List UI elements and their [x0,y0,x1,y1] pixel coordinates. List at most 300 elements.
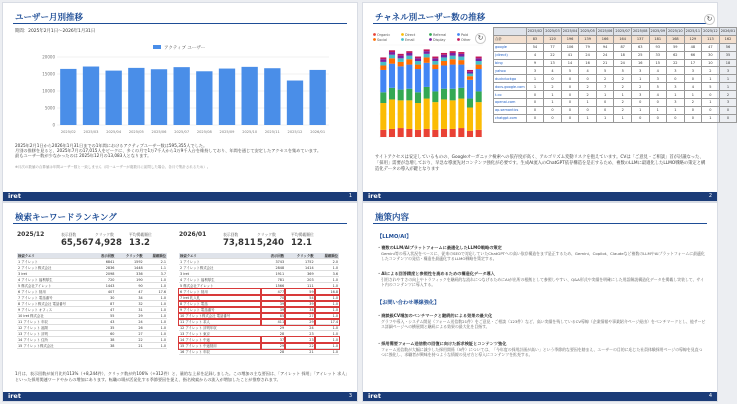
table-cell: 43 [92,319,115,325]
table-cell: 14 アイレット 中途 [179,337,261,343]
table-cell: 0 [631,114,649,122]
table-cell: 1 [526,83,544,91]
table-cell: 1592 [115,259,143,265]
table-cell: 2026/01 [720,29,736,34]
table-cell: 1 [631,106,649,114]
bar [128,68,144,125]
stack-segment [380,59,386,62]
left-period: 2025/12 [17,231,45,238]
measure-heading: ・AIによる回答精度と参照性を高めるための構造化データ導入 [377,271,495,276]
table-cell: 0 [667,114,685,122]
stack-segment [389,99,395,129]
table-cell: 1 [719,83,737,91]
table-cell: 0 [561,91,579,99]
table-cell: 1 [614,114,632,122]
bar [174,67,190,125]
table-cell: 27 [285,313,314,319]
x-tick-label: 2025/06 [151,130,167,134]
refresh-icon[interactable]: ↻ [704,14,715,25]
table-cell: 2.0 [315,259,339,265]
table-cell: 17.4 [315,319,339,325]
stack-segment [432,102,438,130]
x-tick-label: 2026/01 [310,130,326,134]
table-cell: 15 アイレット株式会社 [17,343,92,349]
table-cell: 16 [631,59,649,67]
stack-segment [450,65,456,89]
stack-segment [432,130,438,137]
slide-user-monthly[interactable] [2,2,358,202]
table-cell: 24 [115,319,143,325]
row-label: openai.com [494,99,527,107]
table-cell: 0 [561,99,579,107]
slide-keyword-ranking[interactable] [2,202,358,402]
table-cell: 6 アイレット 採用 [17,289,92,295]
table-cell: 1.0 [144,313,167,319]
table-cell: 139 [579,35,597,43]
summary-line-2: 月別の推移を見ると、2025年7月の17,015人をピークに、多くの月で1万7千人から1万9千人台を維持しており、年間を通じて安定したアクセスを集めています。 [15,148,322,154]
table-cell: 2025/10 [668,29,683,34]
table-cell: 1.0 [144,337,167,343]
table-cell: 14 アイレット 住所 [17,337,92,343]
table-cell: 5 [561,67,579,75]
stack-segment [476,91,482,102]
table-row [494,59,737,67]
stack-segment [441,55,447,58]
summary-line-1: 2025年2月1日から2026年1月31日までの1年間におけるアクティブユーザー数は595,355人でした。 [15,143,208,148]
stack-segment [398,62,404,66]
table-cell: 2 [596,75,614,83]
slide-footer [3,392,357,401]
stack-segment [467,74,473,77]
table-cell: 181 [649,35,667,43]
stack-segment [450,56,456,60]
table-cell: 1 アイレット [179,259,261,265]
table-cell: 14 [561,59,579,67]
table-row [494,106,737,114]
row-label: ap.semantics [494,106,527,114]
table-cell: 6 アイレット 採用 [179,289,261,295]
table-cell: 166 [596,35,614,43]
table-cell: 1 [649,106,667,114]
table-cell: 24 [285,325,314,331]
stack-segment [389,64,395,88]
slide-footer [3,192,357,201]
legend-dot [457,38,460,41]
stack-segment [415,130,421,137]
table-cell: 39 [261,301,285,307]
table-cell: 55 [92,313,115,319]
table-cell: 3.7 [144,271,167,277]
stack-segment [424,54,430,58]
page-number: 2 [708,193,712,199]
table-cell: 16 アイレット 年収 [179,349,261,355]
table-cell: 0 [596,99,614,107]
ranking-summary: 1月は、表示回数が前月比約113%（+8,244件）、クリック数が約106%（+312件）と、量的な上昇を記録しました。この増加の主な要因は、「アイレット 採用」「アイレット 求人」といった採用関連ワードやからの増加にあります。転職の場が活発化する季節要因を捉え、指名検索からの流入が増加したことが推察されます。 [15,371,348,382]
channel-summary: サイトアクセスは安定しているものの、Googleオーガニック検索への依存度が高く、アルゴリズム変動リスクを抱えています。CVは「ご意見・ご相談」首が討議なった、「採用」需要が急増しており、早急な導流先対コンテンツ強化が必要です。生成AI流入のChatGPT依存構造を是正するため、複数のLLMに最適化したLLMO戦略の策定と構造化データの導入が鍵となります [375,155,706,172]
stack-segment [389,88,395,100]
table-cell: 9 アイレット オフィス [17,307,92,313]
header-cell: 表示回数 [261,253,285,259]
x-tick-label: 2025/09 [219,130,235,134]
table-cell: 24 [579,51,597,59]
table-cell: 5 [596,67,614,75]
title-underline [13,223,347,224]
stack-segment [415,61,421,65]
y-tick-label: 10000 [42,88,55,94]
stack-segment [458,88,464,99]
table-cell: 17.6 [144,289,167,295]
stack-segment [398,56,404,59]
row-label: 合計 [494,35,527,43]
table-cell: 21 [596,59,614,67]
bar [264,68,280,125]
table-cell: 54 [526,43,544,51]
table-cell: 0 [667,75,685,83]
stack-segment [398,100,404,128]
slide-measures[interactable] [362,202,718,402]
bar [219,69,235,125]
stack-segment [458,57,464,61]
table-cell: 59 [285,289,314,295]
table-cell: 8 アイレット 電話 [179,301,261,307]
iret-logo: iret [8,392,21,400]
table-cell: 94 [596,43,614,51]
table-cell: 2025/02 [527,29,543,34]
table-cell: 3 [719,99,737,107]
right-stat-label: 表示回数 [223,232,239,237]
table-cell: 16.8 [315,289,339,295]
table-cell: 3 [719,67,737,75]
table-cell: 1 [667,91,685,99]
table-cell: 22 [285,343,314,349]
stack-segment [389,58,395,63]
slide-footer [363,392,717,401]
table-cell: 22 [667,59,685,67]
table-total-row [494,35,737,43]
table-cell: 27 [115,331,143,337]
stack-segment [441,61,447,65]
table-cell: 7 [596,83,614,91]
table-cell: 87 [92,301,115,307]
stack-segment [432,61,438,65]
table-cell: 4 アイレット 福利厚生 [179,277,261,283]
stack-segment [380,130,386,137]
stack-segment [476,58,482,61]
table-cell: 0 [526,91,544,99]
stack-segment [476,102,482,130]
channel-stacked-chart [369,31,487,143]
slide-channel-trend[interactable] [362,2,736,202]
table-cell: 9 [526,59,544,67]
x-tick-label: 2025/02 [60,130,76,134]
row-label: chatgpt.com [494,114,527,122]
table-cell: 93 [649,43,667,51]
table-cell: 66 [684,51,702,59]
table-cell: 1752 [285,259,314,265]
bar [83,67,99,125]
table-cell: 54 [285,295,314,301]
table-cell: 1.0 [315,301,339,307]
table-cell: 0 [631,99,649,107]
table-cell: 7 アイレット 電話番号 [17,295,92,301]
table-cell: 1 [544,99,562,107]
table-cell: 0 [702,106,720,114]
table-cell: 18 [719,59,737,67]
table-cell: 38 [92,337,115,343]
table-cell: 1.0 [315,313,339,319]
table-cell: 1443 [92,283,115,289]
stack-segment [450,51,456,53]
row-label [494,28,527,36]
table-cell: 1 [631,75,649,83]
table-cell: 6841 [92,259,115,265]
table-cell: 60 [92,331,115,337]
stack-segment [415,65,421,69]
table-cell: 31 [115,307,143,313]
table-cell: 1.0 [144,307,167,313]
stack-segment [415,92,421,103]
legend-label: Referral [433,33,447,37]
stack-segment [458,99,464,129]
table-cell: 9 アイレット 電話番号 [179,307,261,313]
table-cell: 17 [684,59,702,67]
stack-segment [406,53,412,56]
table-cell: 1.0 [144,331,167,337]
header-cell: クリック数 [115,253,143,259]
table-cell: 477 [261,289,285,295]
table-cell: 3.6 [315,271,339,277]
table-header [494,28,737,36]
measure-detail: フォーム送信数が大幅に減少した採用関係（5件）については、「今年度の採用計画が高い」という季節的な要因を踏まえ、ユーザーの目的に応じた社員体験採用ページの導線を見直つつに強化し、求職者が興味を持つような情報の見せ方と導入にコンテンツを拡充する。 [381,347,703,358]
table-cell: 5 株式会社アイレット [179,283,261,289]
table-row [494,83,737,91]
stack-segment [424,63,430,87]
table-cell: 1.0 [144,283,167,289]
table-cell: 2 [719,91,737,99]
table-cell: 39 [261,307,285,313]
legend-label: Display [433,38,446,42]
right-keyword-table [179,253,339,355]
table-cell: 1.0 [315,265,339,271]
page-number: 1 [348,193,352,199]
table-cell: 28 [261,349,285,355]
table-cell: 2 [544,83,562,91]
period-label: 期間：2025年2月1日〜2026年1月31日 [15,29,96,34]
bar [106,71,122,125]
table-cell: 0 [544,106,562,114]
legend-dot [429,33,432,36]
table-cell: 137 [631,35,649,43]
table-row [179,349,339,355]
iret-logo: iret [368,192,381,200]
stack-segment [467,70,473,72]
header-cell: 掲載順位 [315,253,339,259]
table-cell: 47 [115,289,143,295]
table-cell: 2025/11 [685,29,701,34]
slide-title: チャネル別ユーザー数の推移 [375,13,486,23]
table-cell: 39 [285,301,314,307]
legend-label: Paid [461,33,469,37]
row-label: docs.google.com [495,84,525,89]
table-cell: 10 アイレット株式会社 電話番号 [179,313,261,319]
left-stat-label: 表示回数 [61,232,77,237]
table-cell: 0 [684,114,702,122]
table-cell: 2 [702,67,720,75]
table-cell: 1566 [261,283,285,289]
measure-heading: ・商談級CV増加のベンチマークと継続的による効果の最大化 [377,313,493,318]
table-cell: 5 [614,67,632,75]
table-cell: 25 [631,51,649,59]
y-tick-label: 15000 [42,71,55,77]
stack-segment [398,54,404,56]
table-cell: 38 [92,343,115,349]
table-cell: 8 アイレット株式会社 電話番号 [17,301,92,307]
legend-dot [373,33,376,36]
table-cell: 15 アイレット 中途採用 [179,343,261,349]
stack-segment [389,50,395,52]
table-row [494,114,737,122]
table-cell: 0 [561,114,579,122]
table-cell: 2 [614,83,632,91]
table-cell: 87 [614,43,632,51]
table-cell: 4 [579,67,597,75]
section-llmo: 【LLMO/AI】 [377,234,412,240]
legend-label: Email [405,38,415,42]
stack-segment [398,128,404,137]
stack-segment [467,107,473,130]
stack-segment [398,66,404,89]
legend-label: Social [377,38,388,42]
stack-segment [432,65,438,69]
stack-segment [467,72,473,74]
header-cell: 検索クエリ [179,253,261,259]
stack-segment [476,57,482,59]
stack-segment [415,69,421,92]
legend-swatch [153,45,161,49]
table-cell: 0 [719,114,737,122]
x-tick-label: 2025/08 [196,130,212,134]
legend-dot [401,38,404,41]
stack-segment [441,57,447,61]
table-cell: 1 [579,99,597,107]
table-cell: 0 [561,106,579,114]
table-cell: 111 [285,283,314,289]
table-cell: 29 [261,343,285,349]
table-cell: 2 [614,99,632,107]
table-cell: 33 [649,51,667,59]
left-impressions: 65,567 [61,238,94,248]
table-cell: 1 [702,99,720,107]
table-cell: 41 [561,51,579,59]
measure-detail: 引用されやすさの向上やトラフィックを継続的な流れにつなげるためにAIが出所の根拠として参照しやすい、Q&A形式や実績を明確にした用語解説構造化データを掲載し実装して、サイト内のコンテンツに導入する。 [381,277,704,288]
table-cell: 35 [719,51,737,59]
table-cell: 781 [261,277,285,283]
table-cell: 2025/06 [597,29,613,34]
stack-segment [467,80,473,99]
table-cell: 2025/08 [632,29,648,34]
table-cell: 106 [561,43,579,51]
table-cell: 2025/03 [545,29,560,34]
stack-segment [389,52,395,55]
table-cell: 3 [667,67,685,75]
table-cell: 63 [631,43,649,51]
table-cell: 1 アイレット [17,259,92,265]
table-cell: 2.1 [144,259,167,265]
table-cell: 34 [115,295,143,301]
header-cell: 表示回数 [92,253,115,259]
table-cell: 37 [261,337,285,343]
table-cell: 1.0 [144,301,167,307]
x-tick-label: 2025/05 [128,130,144,134]
table-cell: 2848 [261,265,285,271]
measure-detail: グラフや導入・システム開発（フォーム送信数21件）をご意見・ご相談（123件）など、高い実績を残しているCV導線（企業情報や事業紹介ページ経由）をベンチマークとし、他サービス詳細ページへの横展開と継続による効果の最大化を目指す。 [381,319,706,330]
table-cell: 30 [92,295,115,301]
table-cell: 85 [261,313,285,319]
row-label: t.co [494,91,527,99]
table-cell: 12 アイレット 福岡 [17,325,92,331]
table-cell: 4 [649,91,667,99]
section-inquiry: 【お問い合わせ導線強化】 [377,300,440,306]
summary-note: ※月次の数値の合算値は年間ユーザー数と一致しません（同一ユーザーが複数月に訪問した場合、各月で集計されるため）。 [15,164,211,169]
stack-segment [389,55,395,59]
table-cell: 10 [702,59,720,67]
table-cell: 2098 [92,271,115,277]
legend-dot [429,38,432,41]
table-cell: 3 [667,83,685,91]
table-cell: 2 [614,106,632,114]
table-cell: 4 アイレット 福利厚生 [17,277,92,283]
table-cell: 1 [526,75,544,83]
bar [196,71,212,125]
table-cell: 0 [596,106,614,114]
stack-segment [467,131,473,137]
legend-label: Direct [405,33,416,37]
table-row [494,91,737,99]
table-cell: 1.1 [144,265,167,271]
stack-segment [432,91,438,102]
table-cell: 1 [614,91,632,99]
stack-segment [380,103,386,130]
x-tick-label: 2025/11 [264,130,280,134]
table-cell: 23 [285,331,314,337]
table-cell: 203 [285,277,314,283]
stack-segment [398,58,404,62]
table-cell: 0 [526,99,544,107]
stack-segment [406,59,412,64]
table-cell: 168 [667,35,685,43]
table-row [494,51,737,59]
table-cell: 21 [115,343,143,349]
table-cell: 47 [92,307,115,313]
table-cell: 2025/05 [580,29,595,34]
slide-title: 施策内容 [375,213,410,223]
stack-segment [458,54,464,57]
stack-segment [476,61,482,65]
table-cell: 113 [702,35,720,43]
left-keyword-table [17,253,167,349]
left-clicks: 4,928 [95,238,122,248]
stack-segment [380,57,386,59]
x-tick-label: 2025/12 [287,130,303,134]
refresh-icon[interactable]: ↻ [475,33,486,44]
table-cell: 28 [261,331,285,337]
measure-heading: ・複数のLLM/AIプラットフォームに最適化したLLMO戦略の策定 [377,245,502,250]
table-cell: 1 [596,91,614,99]
table-cell: 336 [115,271,143,277]
table-row [494,75,737,83]
table-cell: 62 [667,51,685,59]
table-cell: 1 [702,114,720,122]
